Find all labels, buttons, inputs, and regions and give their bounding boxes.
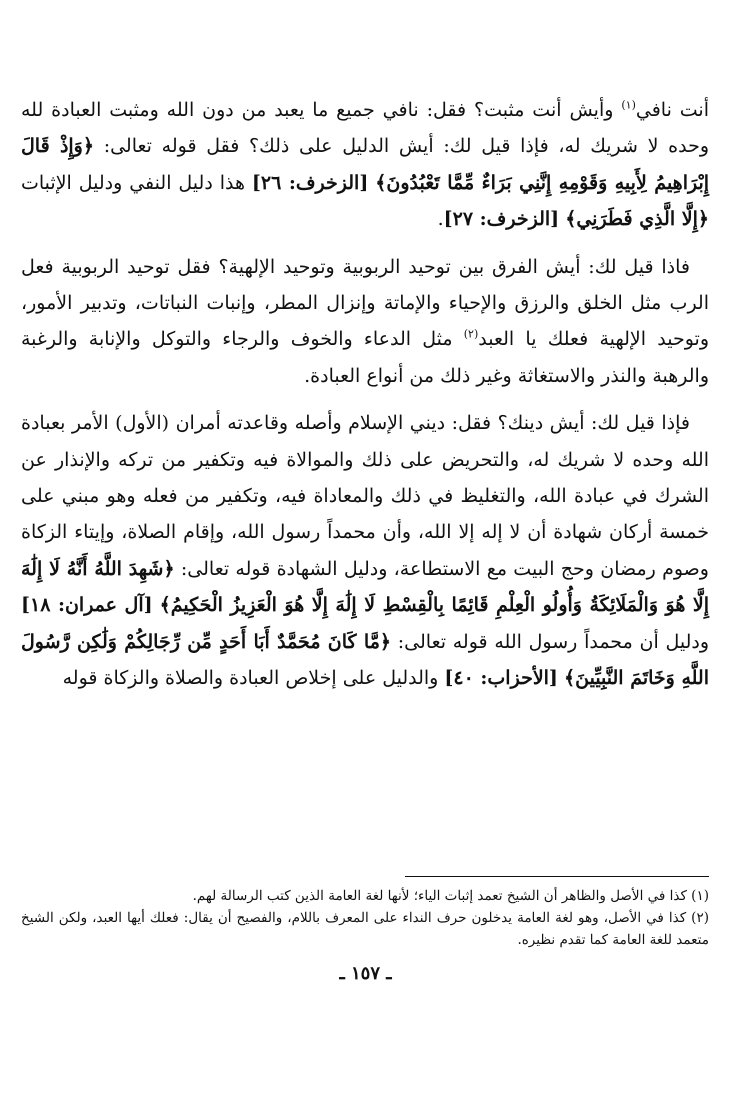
text-run: فإذا قيل لك: أيش دينك؟ فقل: ديني الإسلام وأصله وقاعدته أمران (الأول) الأمر بعبادة الله وحده لا شريك له، والتحريض على ذلك والموالاة فيه وتكفير من تركه والإنذار عن الشرك في عبادة الله، والتغليظ في ذلك والمعاداة فيه، وتكفير من فعله وهو مبني على خمسة أركان شهادة أن لا إله إلا الله، وأن محمداً رسول الله، وإقام الصلاة، وإيتاء الزكاة وصوم رمضان وحج البيت مع الاستطاعة، ودليل الشهادة قوله تعالى:: [21, 412, 709, 580]
text-run: أنت نافي: [635, 99, 709, 121]
page-number: ـ ١٥٧ ـ: [339, 963, 392, 984]
text-run: وأيش أنت مثبت؟ فقل: نافي جميع ما يعبد من دون الله ومثبت العبادة لله وحده لا شريك له، فإذا قيل لك: أيش الدليل على ذلك؟ فقل قوله تعالى:: [21, 99, 709, 158]
text-run: .: [437, 208, 444, 231]
paragraph-2: [21, 249, 709, 395]
footnotes: [21, 885, 709, 951]
paragraph-1: [21, 92, 709, 238]
text-run: هذا دليل النفي ودليل الإثبات: [21, 171, 252, 194]
text-run: مثل الدعاء والخوف والرجاء والتوكل والإنابة والرغبة والرهبة والنذر والاستغاثة وغير ذلك من أنواع العبادة.: [21, 328, 709, 387]
paragraph-2-body: [21, 249, 709, 395]
quran-verse: ﴿شَهِدَ اللَّهُ أَنَّهُ لَا إِلَٰهَ إِلَّا هُوَ وَالْمَلَائِكَةُ وَأُولُو الْعِلْمِ قَائِمًا بِالْقِسْطِ لَا إِلَٰهَ إِلَّا هُوَ الْعَزِيزُ الْحَكِيمُ﴾: [21, 557, 709, 617]
footnote-marker-2: (٢): [463, 328, 479, 342]
paragraph-3-body: [21, 405, 709, 696]
verse-reference: [آل عمران: ١٨]: [21, 594, 153, 617]
verse-reference: [الأحزاب: ٤٠]: [444, 667, 558, 690]
paragraph-1-body: [21, 92, 709, 238]
verse-reference: [الزخرف: ٢٦]: [251, 171, 369, 194]
text-run: فاذا قيل لك: أيش الفرق بين توحيد الربوبية وتوحيد الإلهية؟ فقل توحيد الربوبية فعل الرب مثل الخلق والرزق والإحياء والإماتة وإنزال المطر، وإنبات النباتات، وتدبير الأمور، وتوحيد الإلهية فعلك يا العبد: [21, 255, 709, 351]
footnote-2: (٢) كذا في الأصل، وهو لغة العامة يدخلون حرف النداء على المعرف باللام، والفصيح أن يقال: فعلك أيها العبد، ولكن الشيخ متعمد للغة العامة كما تقدم نظيره.: [21, 910, 709, 948]
quran-verse: ﴿وَإِذْ قَالَ إِبْرَاهِيمُ لِأَبِيهِ وَقَوْمِهِ إِنَّنِي بَرَاءٌ مِّمَّا تَعْبُدُونَ﴾: [21, 135, 710, 194]
quran-verse: ﴿مَّا كَانَ مُحَمَّدٌ أَبَا أَحَدٍ مِّن رِّجَالِكُمْ وَلَٰكِن رَّسُولَ اللَّهِ وَخَاتَمَ النَّبِيِّينَ﴾: [21, 630, 709, 690]
footnote-separator: [405, 876, 709, 877]
verse-reference: [الزخرف: ٢٧]: [443, 208, 560, 231]
footnote-1: (١) كذا في الأصل والظاهر أن الشيخ تعمد إثبات الياء؛ لأنها لغة العامة الذين كتب الرسالة لهم.: [192, 888, 709, 904]
quran-verse: ﴿إِلَّا الَّذِي فَطَرَنِي﴾: [565, 208, 709, 231]
text-run: والدليل على إخلاص العبادة والصلاة والزكاة قوله: [62, 667, 445, 690]
paragraph-3: [21, 405, 709, 696]
text-run: ودليل أن محمداً رسول الله قوله تعالى:: [391, 630, 709, 653]
footnote-marker-1: (١): [621, 98, 636, 112]
main-text: [21, 92, 709, 708]
